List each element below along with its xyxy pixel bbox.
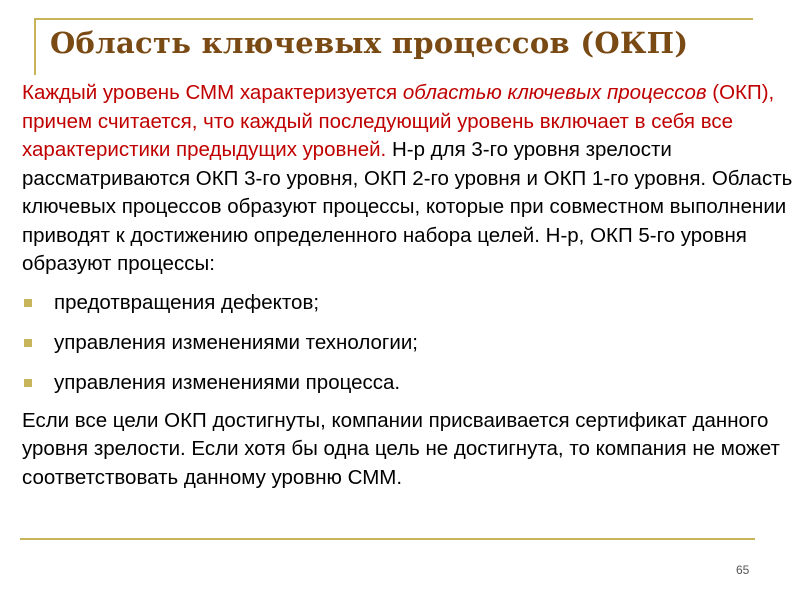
square-bullet-icon [24,299,32,307]
conclusion-paragraph: Если все цели ОКП достигнуты, компании присваивается сертификат данного уровня зрелости. Если хотя бы одна цель не достигнута, то компания не может соответствовать данному уровню СММ. [22,408,780,489]
list-item-text: управления изменениями технологии; [54,330,418,354]
list-item [22,283,794,323]
square-bullet-icon [24,379,32,387]
decorative-top-line [34,18,753,20]
list-item [22,323,794,363]
square-bullet-icon [24,339,32,347]
decorative-bottom-line [20,538,755,540]
decorative-left-line [34,18,36,75]
list-item-text: предотвращения дефектов; [54,290,320,314]
bullet-list [22,283,794,403]
slide-title: Область ключевых процессов (ОКП) [50,26,689,60]
list-item [22,363,794,403]
intro-text: Н-р для 3-го уровня зрелости рассматриваются ОКП 3-го уровня, ОКП 2-го уровня и ОКП 1-го уровня. Область ключевых процессов образуют процессы, которые при совместном выполнении приводят к достижению определенного набора целей. Н-р, ОКП 5-го уровня образуют процессы: [22,138,793,275]
intro-paragraph [22,79,794,279]
intro-highlight-start: Каждый уровень СММ характеризуется [22,81,403,104]
slide-body [22,79,794,492]
list-item-text: управления изменениями процесса. [54,370,401,394]
intro-highlight-term: областью ключевых процессов [402,81,707,104]
intro-highlight-end: (ОКП), причем считается, что каждый последующий уровень включает в себя все характеристики предыдущих уровней. [22,81,775,161]
page-number: 65 [736,563,750,577]
